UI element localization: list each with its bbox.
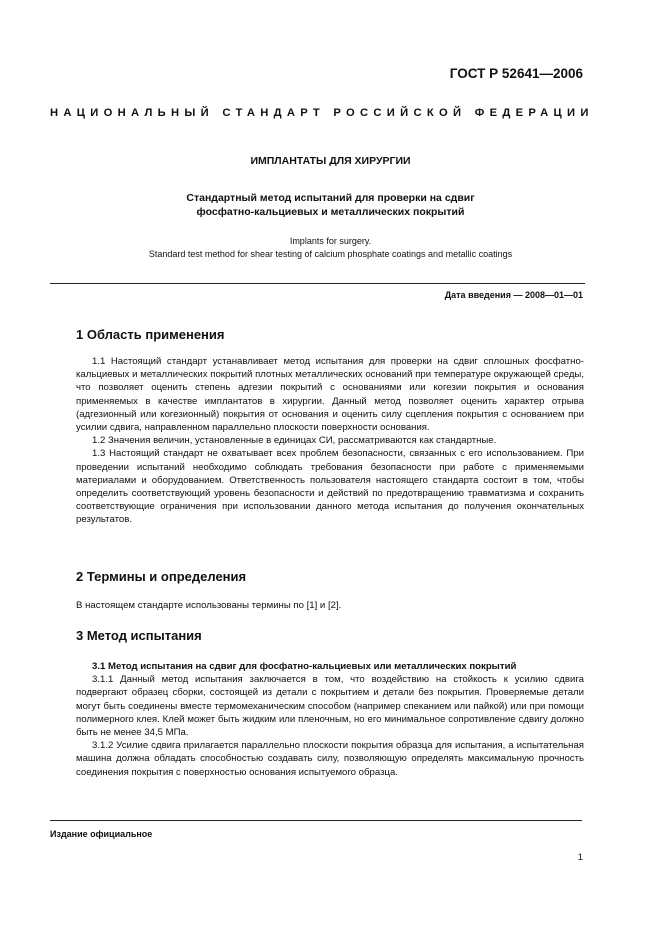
paragraph: 3.1.1 Данный метод испытания заключается в том, что воздействию на стойкость к усилию сдвига подвергают образец сборки, состоящей из детали с покрытием и детали без покрытия. Проверяемые детали могут быть соединены вместе термомеханическим способом (например спеканием или пайкой) или при помощи полимерного клея. Клей может быть жидким или пленочным, но его минимальное сопротивление сдвигу должно быть не менее 34,5 МПа. [76,674,584,739]
section-2-body [76,599,584,612]
section-1-heading: 1 Область применения [76,327,225,342]
paragraph: В настоящем стандарте использованы термины по [1] и [2]. [76,600,342,611]
subtitle-line: фосфатно-кальциевых и металлических покрытий [196,206,465,218]
english-title [80,235,581,261]
section-1-body [76,355,584,527]
subtitle-line: Стандартный метод испытаний для проверки на сдвиг [186,192,475,204]
document-number: ГОСТ Р 52641—2006 [449,66,583,81]
paragraph: 1.2 Значения величин, установленные в единицах СИ, рассматриваются как стандартные. [92,435,497,447]
section-2-heading: 2 Термины и определения [76,569,247,584]
national-standard-banner: НАЦИОНАЛЬНЫЙ СТАНДАРТ РОССИЙСКОЙ ФЕДЕРАЦИИ [50,107,594,119]
paragraph: 1.3 Настоящий стандарт не охватывает всех проблем безопасности, связанных с его использованием. При проведении испытаний необходимо соблюдать требования безопасности при работе с применяемыми материалами и оборудованием. Ответственность пользователя настоящего стандарта состоит в том, чтобы определить соответствующий уровень безопасности и действий по предотвращению травматизма и сохранить соответствующие ограничения при использовании данного метода испытания до получения окончательных результатов. [76,448,584,526]
english-title-line: Implants for surgery. [289,236,372,246]
subsection-heading: 3.1 Метод испытания на сдвиг для фосфатно-кальциевых или металлических покрытий [92,661,517,672]
introduction-date: Дата введения — 2008—01—01 [444,290,583,300]
section-3-heading: 3 Метод испытания [76,628,202,643]
document-subtitle [110,191,551,219]
section-3-body [76,660,584,779]
english-title-line: Standard test method for shear testing of calcium phosphate coatings and metallic coatings [148,249,513,259]
document-title: ИМПЛАНТАТЫ ДЛЯ ХИРУРГИИ [250,155,411,167]
page-number: 1 [577,852,583,863]
header-divider [50,283,585,284]
footer-divider [50,820,582,821]
paragraph: 3.1.2 Усилие сдвига прилагается параллельно плоскости покрытия образца для испытания, а испытательная машина должна обладать способностью создавать силу, позволяющую определять максимальную прочность соединения покрытия с поверхностью основания испытуемого образца. [76,740,584,778]
official-edition-label: Издание официальное [50,829,153,839]
paragraph: 1.1 Настоящий стандарт устанавливает метод испытания для проверки на сдвиг сплошных фосфатно-кальциевых и металлических покрытий плотных металлических оснований при температуре окружающей среды, что позволяет оценить степень адгезии покрытий с основаниями или когезии покрытия и основания применяемых в качестве имплантатов в хирургии. Данный метод позволяет оценить характер отрыва (адгезионный или когезионный) покрытия от основания и оценить силу сцепления покрытия с основанием при усилии сдвига, направленном параллельно плоскости поверхности основания. [76,356,584,434]
